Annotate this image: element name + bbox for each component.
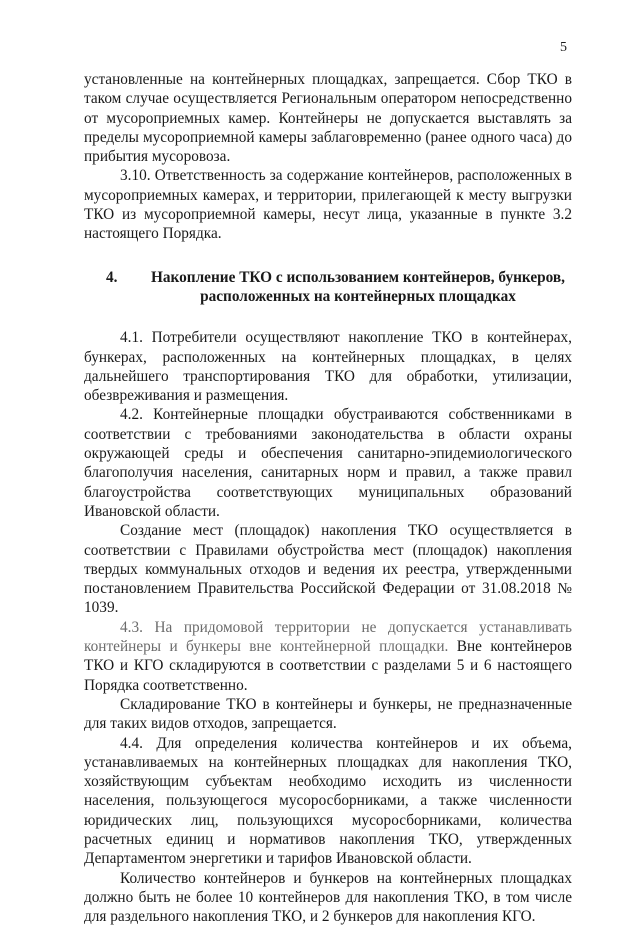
paragraph-4-3-faded-text: 4.3. На придомовой территории не допускается устанавливать контейнеры и бункеры вне контейнерной площадки.	[84, 618, 572, 656]
paragraph-count: Количество контейнеров и бункеров на контейнерных площадках должно быть не более 10 контейнеров для накопления ТКО, в том числе для раздельного накопления ТКО, и 2 бункеров для накопления КГО.	[84, 869, 572, 926]
paragraph-4-3-text: Вне контейнеров ТКО и КГО складируются в соответствии с разделами 5 и 6 настоящего Порядка соответственно.	[84, 638, 572, 694]
document-body	[84, 70, 572, 926]
paragraph-4-4: 4.4. Для определения количества контейнеров и их объема, устанавливаемых на контейнерных площадках для накопления ТКО, хозяйствующим субъектам необходимо исходить из численности населения, пользующегося мусоросборниками, а также численности юридических лиц, пользующихся мусоросборниками, количества расчетных единиц и нормативов накопления ТКО, утвержденных Департаментом энергетики и тарифов Ивановской области.	[84, 734, 572, 868]
section-number: 4.	[106, 268, 118, 286]
paragraph-3-10: 3.10. Ответственность за содержание контейнеров, расположенных в мусороприемных камерах, и территории, прилегающей к месту выгрузки ТКО из мусороприемной камеры, несут лица, указанные в пункте 3.2 настоящего Порядка.	[84, 167, 572, 243]
section-heading	[84, 268, 572, 307]
paragraph-4-1: 4.1. Потребители осуществляют накопление ТКО в контейнерах, бункерах, расположенных на контейнерных площадках, в целях дальнейшего транспортирования ТКО для обработки, утилизации, обезвреживания и размещения.	[84, 329, 572, 405]
paragraph-4-2: 4.2. Контейнерные площадки обустраиваются собственниками в соответствии с требованиями законодательства в области охраны окружающей среды и обеспечения санитарно-эпидемиологического благополучия населения, санитарных норм и правил, а также правил благоустройства соответствующих муниципальных образований Ивановской области.	[84, 406, 572, 520]
paragraph-creation: Создание мест (площадок) накопления ТКО осуществляется в соответствии с Правилами обустройства мест (площадок) накопления твердых коммунальных отходов и ведения их реестра, утвержденными постановлением Правительства Российской Федерации от 31.08.2018 № 1039.	[84, 522, 572, 617]
paragraph-continuation: установленные на контейнерных площадках, запрещается. Сбор ТКО в таком случае осуществляется Региональным оператором непосредственно от мусороприемных камер. Контейнеры не допускается выставлять за пределы мусороприемной камеры заблаговременно (ранее одного часа) до прибытия мусоровоза.	[84, 71, 572, 166]
section-title: Накопление ТКО с использованием контейнеров, бункеров, расположенных на контейнерных площадках	[150, 268, 565, 305]
paragraph-storage: Складирование ТКО в контейнеры и бункеры, не предназначенные для таких видов отходов, запрещается.	[84, 695, 572, 733]
paragraph-4-3	[84, 618, 572, 695]
page-number: 5	[560, 40, 567, 55]
